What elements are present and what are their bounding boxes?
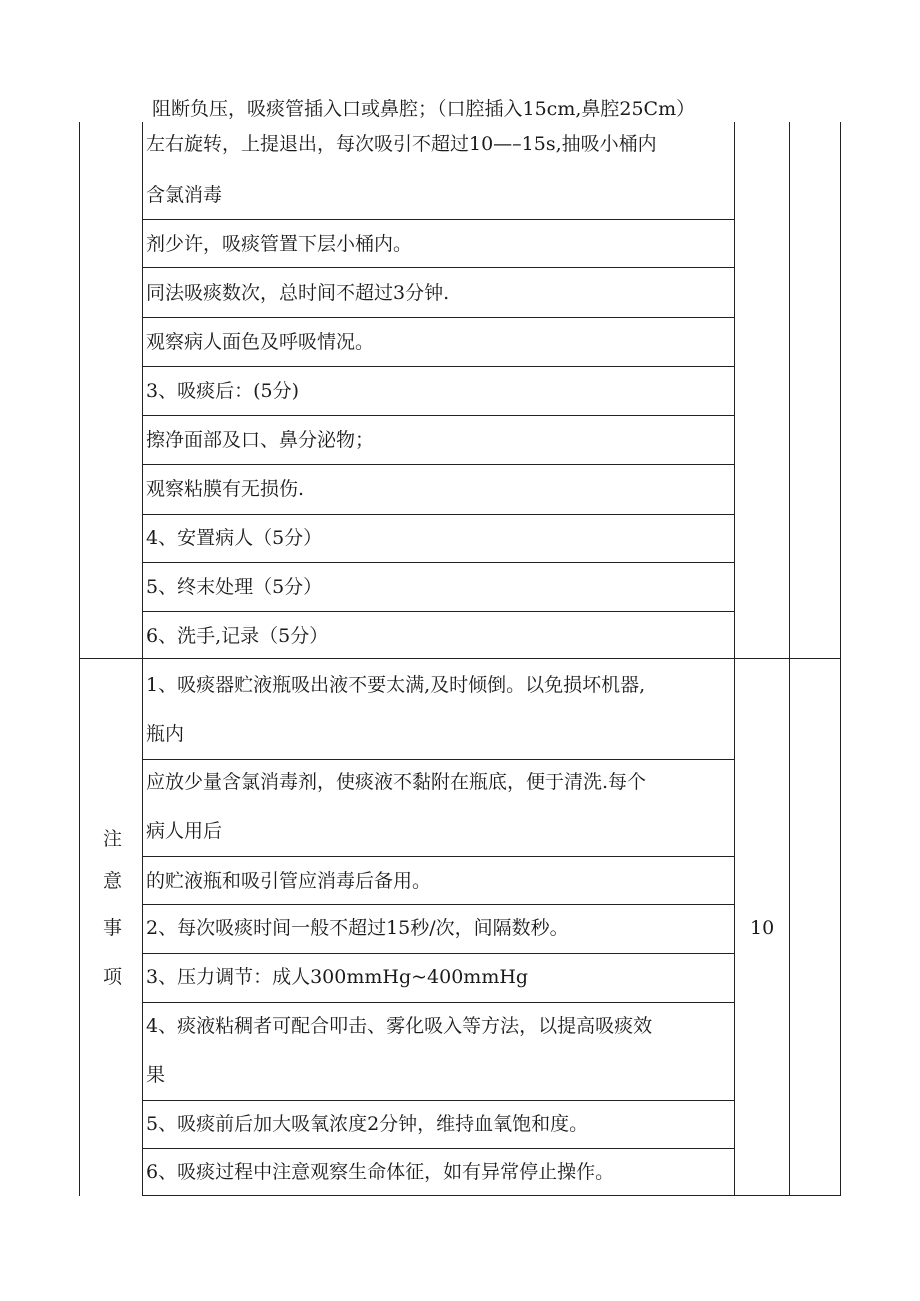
procedure-text: 3、吸痰后：(5分): [146, 380, 300, 402]
procedure-text: 6、洗手,记录（5分）: [146, 625, 329, 647]
note-text: 5、吸痰前后加大吸氧浓度2分钟，维持血氧饱和度。: [146, 1113, 589, 1135]
column-divider: [789, 658, 790, 1196]
table-bottom-border: [142, 1195, 841, 1196]
procedure-text: 擦净面部及口、鼻分泌物；: [146, 429, 375, 451]
procedure-text: 剂少许，吸痰管置下层小桶内。: [146, 233, 413, 255]
row-divider: [142, 904, 734, 905]
column-divider: [142, 122, 143, 658]
note-text: 瓶内: [146, 723, 185, 745]
procedure-text: 同法吸痰数次，总时间不超过3分钟.: [146, 282, 450, 304]
column-divider: [142, 658, 143, 1196]
procedure-text: 左右旋转，上提退出，每次吸引不超过10—–15s,抽吸小桶内: [146, 133, 657, 155]
procedure-text: 含氯消毒: [146, 184, 223, 206]
procedure-text: 5、终末处理（5分）: [146, 576, 323, 598]
note-text: 1、吸痰器贮液瓶吸出液不要太满,及时倾倒。以免损坏机器,: [146, 674, 646, 696]
note-text: 果: [146, 1064, 166, 1086]
row-divider: [142, 856, 734, 857]
top-line: 阻断负压，吸痰管插入口或鼻腔；（口腔插入15cm,鼻腔25Cm）: [152, 98, 696, 120]
table-border-right: [840, 658, 841, 1196]
table-border-left: [79, 658, 80, 1196]
procedure-text: 4、安置病人（5分）: [146, 527, 323, 549]
row-divider: [142, 317, 734, 318]
procedure-text: 观察粘膜有无损伤.: [146, 478, 305, 500]
row-divider: [142, 1100, 734, 1101]
row-divider: [142, 464, 734, 465]
note-text: 病人用后: [146, 820, 223, 842]
category-label-char: 注: [103, 828, 123, 850]
category-label-char: 事: [103, 917, 123, 939]
note-text: 6、吸痰过程中注意观察生命体征，如有异常停止操作。: [146, 1161, 615, 1183]
row-divider: [142, 953, 734, 954]
score-value: 10: [750, 917, 775, 939]
row-divider: [142, 611, 734, 612]
column-divider: [734, 122, 735, 658]
procedure-text: 观察病人面色及呼吸情况。: [146, 331, 375, 353]
section-divider: [79, 658, 841, 659]
row-divider: [142, 267, 734, 268]
category-label-char: 意: [103, 870, 123, 892]
column-divider: [789, 122, 790, 658]
table-border-right: [840, 122, 841, 658]
row-divider: [142, 562, 734, 563]
note-text: 的贮液瓶和吸引管应消毒后备用。: [146, 870, 432, 892]
category-label-char: 项: [103, 966, 123, 988]
column-divider: [734, 658, 735, 1196]
note-text: 4、痰液粘稠者可配合叩击、雾化吸入等方法，以提高吸痰效: [146, 1015, 653, 1037]
note-text: 3、压力调节：成人300mmHg~400mmHg: [146, 966, 529, 988]
note-text: 应放少量含氯消毒剂，使痰液不黏附在瓶底，便于清洗.每个: [146, 771, 647, 793]
row-divider: [142, 1148, 734, 1149]
table-border-left: [79, 122, 80, 658]
note-text: 2、每次吸痰时间一般不超过15秒/次，间隔数秒。: [146, 917, 569, 939]
row-divider: [142, 366, 734, 367]
row-divider: [142, 514, 734, 515]
row-divider: [142, 415, 734, 416]
row-divider: [142, 1002, 734, 1003]
row-divider: [142, 759, 734, 760]
row-divider: [142, 219, 734, 220]
